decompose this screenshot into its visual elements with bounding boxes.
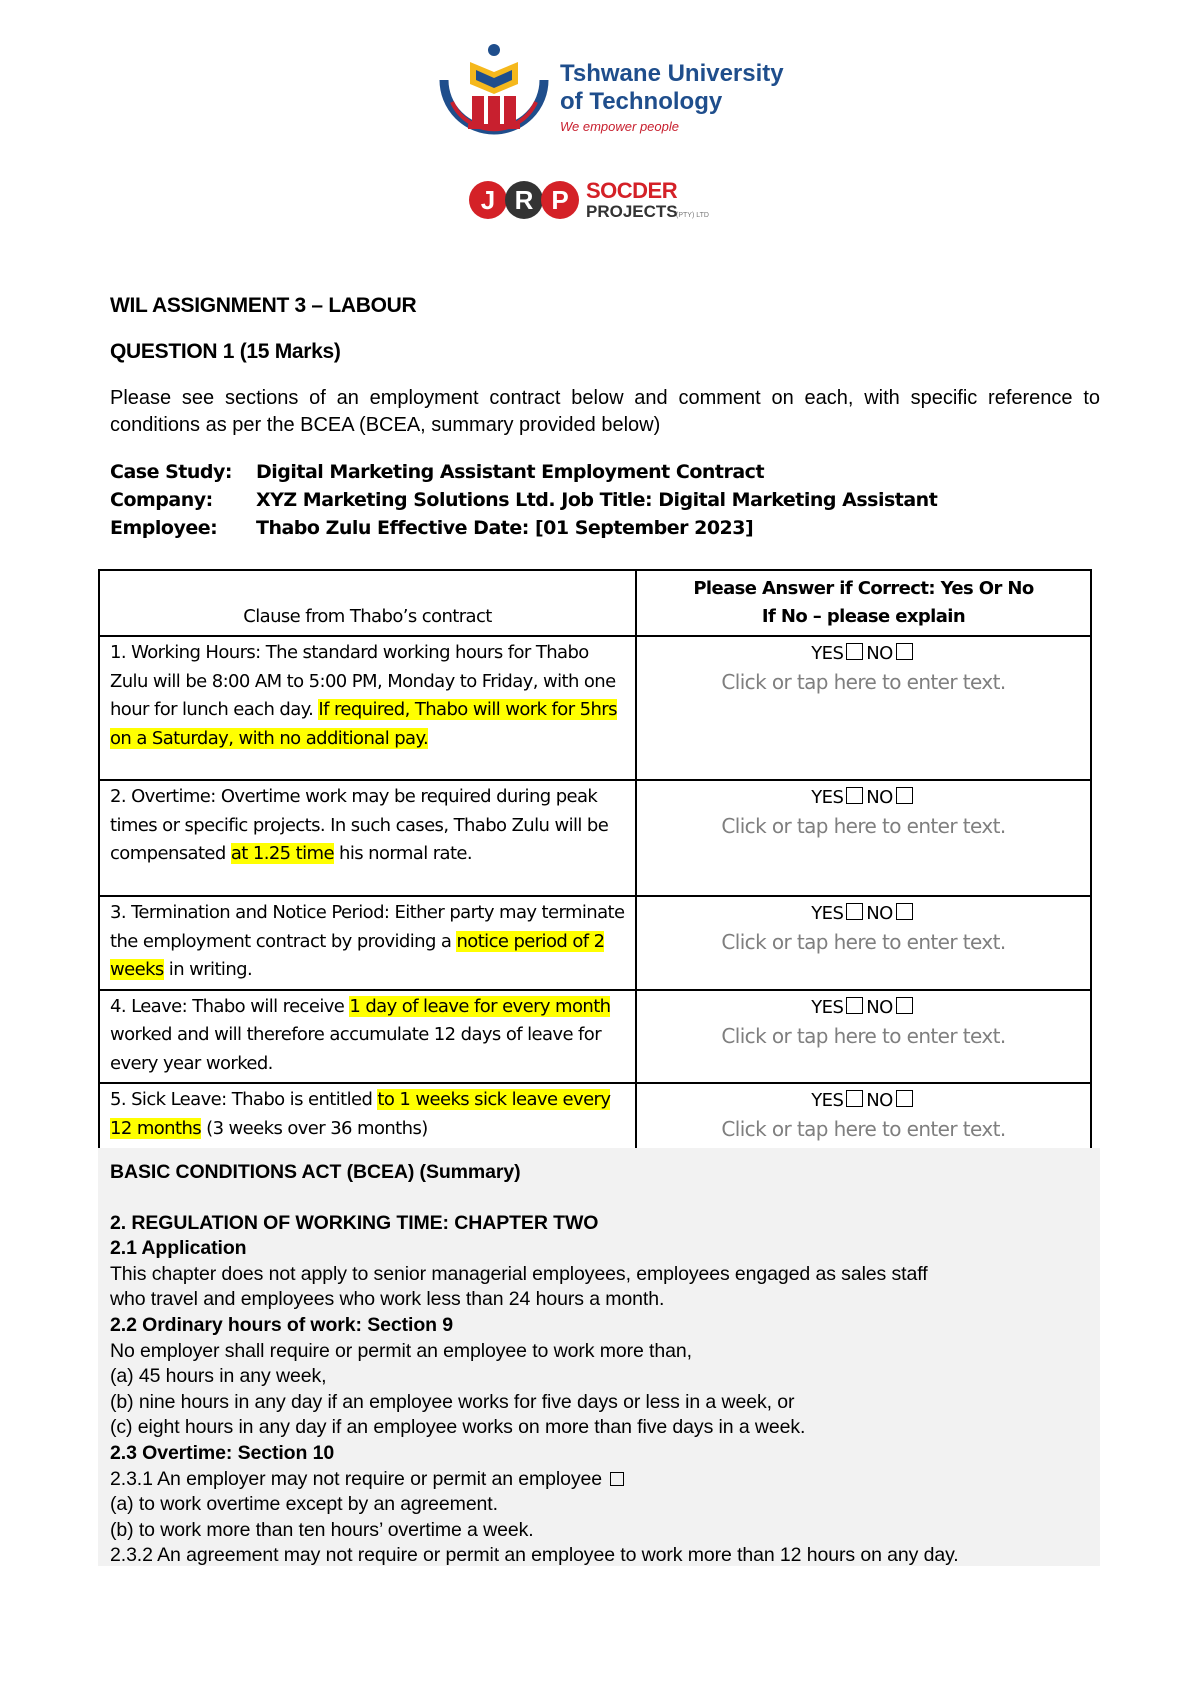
clause-column-header: Clause from Thabo’s contract [99, 570, 636, 636]
employee-row [110, 514, 937, 542]
answer-text-field[interactable]: Click or tap here to enter text. [721, 930, 1006, 954]
clause-text-part: in writing. [163, 959, 253, 980]
clause-text [99, 1083, 636, 1149]
no-label: NO [866, 1090, 893, 1111]
clause-text-part: 4. Leave: Thabo will receive [110, 995, 350, 1017]
clause-text-part: 3. Termination and Notice Period: Either party may terminate the employment contract by providing a [110, 902, 625, 952]
section-2-2-item-b: (b) nine hours in any day if an employee works for five days or less in a week, or [110, 1390, 795, 1413]
clause-text-part: 1. Working Hours: The standard working hours for Thabo Zulu will be 8:00 AM to 5:00 PM, Monday to Friday, with one hour for lunch each day. [110, 642, 616, 720]
no-checkbox[interactable] [896, 903, 913, 920]
jrp-emblem-icon [468, 176, 584, 228]
employee-label: Employee: [110, 517, 218, 539]
answer-column-header [636, 570, 1091, 636]
question-intro: Please see sections of an employment contract below and comment on each, with specific reference to conditions as per the BCEA (BCEA, summary provided below) [110, 387, 1100, 436]
clause-text-part: (3 weeks over 36 months) [201, 1117, 428, 1139]
yes-label: YES [811, 787, 844, 808]
question-heading: QUESTION 1 (15 Marks) [110, 340, 341, 363]
table-row [99, 1083, 1091, 1149]
tut-tagline: We empower people [560, 119, 679, 134]
yes-checkbox[interactable] [846, 643, 863, 660]
employee-value: Thabo Zulu Effective Date: [01 September 2023] [256, 517, 754, 539]
tut-name-line2: of Technology [560, 88, 723, 115]
section-2-1-line1: This chapter does not apply to senior managerial employees, employees engaged as sales staff [110, 1262, 928, 1285]
tut-logo [432, 40, 792, 150]
answer-text-field[interactable]: Click or tap here to enter text. [721, 1023, 1006, 1048]
contract-table [98, 569, 1092, 1150]
answer-text-field[interactable]: Click or tap here to enter text. [721, 814, 1006, 838]
clause-highlight: notice period of 2 weeks [110, 930, 605, 980]
answer-cell [636, 990, 1091, 1084]
section-2-2-item-c: (c) eight hours in any day if an employee works on more than five days in a week. [110, 1416, 806, 1439]
section-2-1-line2: who travel and employees who work less than 24 hours a month. [110, 1288, 665, 1311]
section-2-3-item-a: (a) to work overtime except by an agreement. [110, 1493, 498, 1516]
svg-text:P: P [551, 185, 569, 215]
yes-label: YES [811, 643, 844, 664]
answer-cell [636, 780, 1091, 896]
answer-text-field[interactable]: Click or tap here to enter text. [721, 670, 1006, 694]
yes-no-checkboxes [647, 639, 1080, 668]
answer-header-line2: If No – please explain [761, 606, 966, 627]
case-study-details [110, 458, 937, 542]
answer-header-line1: Please Answer if Correct: Yes Or No [693, 578, 1034, 599]
yes-no-checkboxes [647, 899, 1080, 928]
yes-no-checkboxes [647, 1086, 1080, 1115]
assignment-title: WIL ASSIGNMENT 3 – LABOUR [110, 294, 417, 317]
answer-cell [636, 896, 1091, 990]
clause-text-part: worked and will therefore accumulate 12 days of leave for every year worked. [110, 1024, 602, 1074]
section-2-3-1 [110, 1467, 1088, 1493]
yes-label: YES [811, 903, 844, 924]
answer-cell [636, 636, 1091, 780]
clause-text [99, 780, 636, 896]
svg-text:J: J [480, 185, 496, 215]
case-study-row [110, 458, 937, 486]
clause-text-part: 2. Overtime: Overtime work may be required during peak times or specific projects. In such cases, Thabo Zulu will be compensated [110, 786, 609, 864]
answer-text-field[interactable]: Click or tap here to enter text. [721, 1117, 1006, 1141]
tut-name-line1: Tshwane University [560, 60, 784, 87]
table-row [99, 896, 1091, 990]
clause-highlight: to 1 weeks sick leave every 12 months [110, 1089, 611, 1139]
section-2-3-heading: 2.3 Overtime: Section 10 [110, 1441, 335, 1464]
table-header-row [99, 570, 1091, 636]
yes-checkbox[interactable] [846, 903, 863, 920]
table-row [99, 780, 1091, 896]
jrp-logo [468, 176, 728, 232]
section-2-3-item-b: (b) to work more than ten hours’ overtime a week. [110, 1518, 534, 1541]
no-label: NO [866, 643, 893, 664]
company-value: XYZ Marketing Solutions Ltd. Job Title: Digital Marketing Assistant [256, 489, 938, 511]
table-row [99, 990, 1091, 1084]
tut-emblem-icon [432, 40, 556, 150]
case-study-label: Case Study: [110, 461, 232, 483]
clause-text [99, 896, 636, 990]
yes-checkbox[interactable] [846, 997, 863, 1014]
yes-no-checkboxes [647, 993, 1080, 1022]
company-row [110, 486, 937, 514]
yes-label: YES [811, 996, 844, 1018]
svg-text:R: R [514, 185, 534, 215]
clause-text [99, 990, 636, 1084]
jrp-name-line2: PROJECTS [586, 202, 678, 221]
section-2-3-1-text: 2.3.1 An employer may not require or permit an employee [110, 1467, 603, 1490]
no-label: NO [866, 903, 893, 924]
yes-checkbox[interactable] [846, 1090, 863, 1107]
section-2-1-heading: 2.1 Application [110, 1237, 247, 1260]
table-row [99, 636, 1091, 780]
clause-text [99, 636, 636, 780]
section-2-2-item-a: (a) 45 hours in any week, [110, 1365, 327, 1388]
company-label: Company: [110, 489, 213, 511]
clause-text-part: 5. Sick Leave: Thabo is entitled [110, 1089, 378, 1110]
jrp-name-line1: SOCDER [586, 178, 678, 203]
clause-text-part: his normal rate. [333, 843, 473, 864]
case-study-value: Digital Marketing Assistant Employment Contract [256, 461, 765, 483]
section-2-3-2: 2.3.2 An agreement may not require or permit an employee to work more than 12 hours on any day. [110, 1544, 959, 1567]
yes-label: YES [811, 1090, 844, 1111]
bcea-summary [98, 1148, 1100, 1566]
no-checkbox[interactable] [896, 787, 913, 804]
no-checkbox[interactable] [896, 1090, 913, 1107]
section-2-2-line1: No employer shall require or permit an employee to work more than, [110, 1339, 692, 1362]
no-checkbox[interactable] [896, 643, 913, 660]
no-checkbox[interactable] [896, 997, 913, 1014]
section-2-2-heading: 2.2 Ordinary hours of work: Section 9 [110, 1313, 454, 1336]
yes-no-checkboxes [647, 783, 1080, 812]
no-label: NO [866, 787, 893, 808]
jrp-suffix: (PTY) LTD [676, 212, 709, 219]
no-label: NO [866, 996, 893, 1018]
clause-highlight: 1 day of leave for every month [349, 995, 611, 1017]
bullet-box-icon [610, 1472, 624, 1486]
answer-cell [636, 1083, 1091, 1149]
bcea-chapter-heading: 2. REGULATION OF WORKING TIME: CHAPTER TWO [110, 1211, 599, 1234]
clause-highlight: If required, Thabo will work for 5hrs on a Saturday, with no additional pay. [110, 699, 617, 749]
yes-checkbox[interactable] [846, 787, 863, 804]
clause-highlight: at 1.25 time [230, 843, 334, 864]
spacer [110, 1186, 1088, 1211]
bcea-title: BASIC CONDITIONS ACT (BCEA) (Summary) [110, 1161, 521, 1183]
